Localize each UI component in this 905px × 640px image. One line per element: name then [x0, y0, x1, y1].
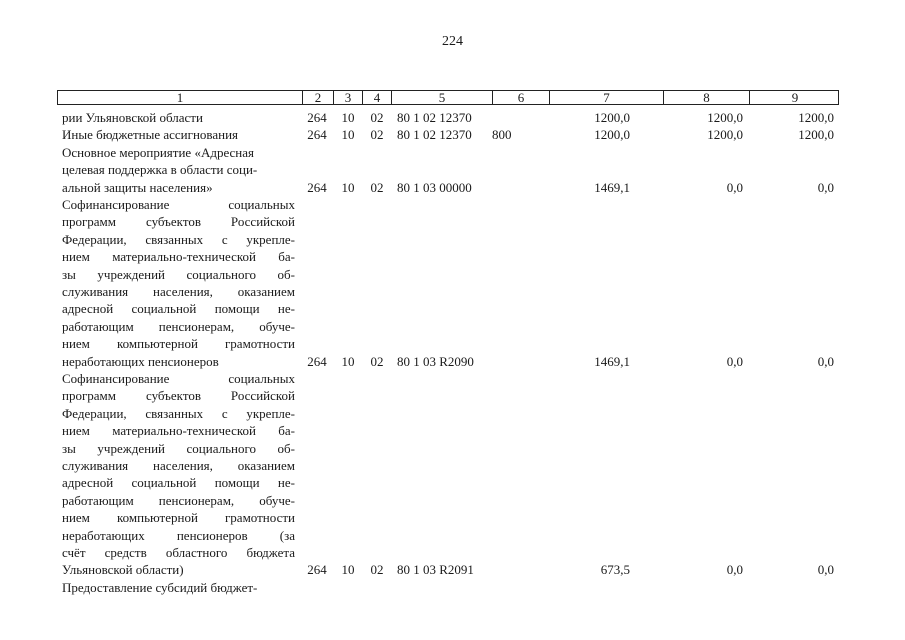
row-4-s3: 0,0 [817, 562, 834, 578]
row-3-desc-line: Софинансирование социальных [62, 197, 295, 212]
row-2-ved: 264 [307, 179, 327, 195]
row-1-s2: 1200,0 [707, 127, 743, 143]
row-1-vr: 800 [492, 127, 512, 143]
row-2-desc-line: целевая поддержка в области соци- [62, 162, 258, 178]
row-4-desc-line: работающим пенсионерам, обуче- [62, 492, 295, 508]
row-2-s3: 0,0 [817, 179, 834, 195]
row-4-desc-line: служивания населения, оказанием [62, 458, 295, 473]
row-4-desc-line: программ субъектов Российской [62, 388, 295, 404]
row-3-desc-line: нием материально-технической ба- [62, 249, 295, 265]
row-1-rz: 10 [341, 127, 355, 143]
row-4-desc-line: нием компьютерной грамотности [62, 510, 295, 526]
row-3-desc-line: работающим пенсионерам, обуче- [62, 318, 295, 334]
row-4-desc-line: Федерации, связанных с укрепле- [62, 405, 295, 421]
row-4-s1: 673,5 [600, 562, 630, 578]
row-3-rz: 10 [341, 353, 355, 369]
row-4-desc-line: Софинансирование социальных [62, 371, 295, 386]
row-1-s3: 1200,0 [798, 127, 834, 143]
row-4-ved: 264 [307, 562, 327, 578]
row-4-desc-line: нием материально-технической ба- [62, 423, 295, 439]
row-4-desc-line: неработающих пенсионеров (за [62, 527, 295, 543]
row-2-desc-line: альной защиты населения» [62, 179, 213, 195]
row-4-desc-line: Ульяновской области) [62, 562, 184, 578]
page-number: 224 [442, 34, 463, 49]
header-col-4: 4 [363, 91, 392, 104]
row-4-desc-line: счёт средств областного бюджета [62, 545, 295, 560]
header-col-5: 5 [392, 91, 493, 104]
header-col-1: 1 [58, 91, 303, 104]
row-1-s1: 1200,0 [594, 127, 630, 143]
row-0-ved: 264 [307, 110, 327, 125]
row-0-pr: 02 [370, 110, 384, 125]
row-0-s2: 1200,0 [707, 110, 743, 125]
row-2-s1: 1469,1 [594, 179, 630, 195]
row-3-csr: 80 1 03 R2090 [397, 353, 474, 369]
row-4-desc-line: адресной социальной помощи не- [62, 475, 295, 491]
row-0-rz: 10 [341, 110, 355, 125]
row-2-rz: 10 [341, 179, 355, 195]
row-1-pr: 02 [370, 127, 384, 143]
row-3-s1: 1469,1 [594, 353, 630, 369]
row-2-desc-line: Основное мероприятие «Адресная [62, 144, 255, 160]
header-col-9: 9 [791, 90, 799, 105]
row-4-csr: 80 1 03 R2091 [397, 562, 474, 578]
row-2-csr: 80 1 03 00000 [397, 179, 472, 195]
row-1-desc-line: Иные бюджетные ассигнования [62, 127, 239, 143]
row-3-s3: 0,0 [817, 353, 834, 369]
row-4-pr: 02 [370, 562, 384, 578]
row-0-csr: 80 1 02 12370 [397, 110, 472, 125]
row-2-s2: 0,0 [726, 179, 743, 195]
row-3-ved: 264 [307, 353, 327, 369]
row-0-s1: 1200,0 [594, 110, 630, 125]
row-3-pr: 02 [370, 353, 384, 369]
row-3-desc-line: программ субъектов Российской [62, 214, 295, 230]
row-1-ved: 264 [307, 127, 327, 143]
row-2-pr: 02 [370, 179, 384, 195]
row-0-desc-line: рии Ульяновской области [62, 110, 203, 125]
row-5-desc-line: Предоставление субсидий бюджет- [62, 579, 258, 595]
row-0-s3: 1200,0 [798, 110, 834, 125]
row-3-desc-line: адресной социальной помощи не- [62, 301, 295, 317]
row-1-csr: 80 1 02 12370 [397, 127, 472, 143]
row-4-s2: 0,0 [726, 562, 743, 578]
row-3-desc-line: нием компьютерной грамотности [62, 336, 295, 352]
row-3-desc-line: неработающих пенсионеров [62, 353, 219, 369]
row-3-desc-line: зы учреждений социального об- [62, 266, 295, 282]
row-3-desc-line: Федерации, связанных с укрепле- [62, 231, 295, 247]
row-4-rz: 10 [341, 562, 355, 578]
row-3-s2: 0,0 [726, 353, 743, 369]
header-col-7: 7 [550, 91, 664, 104]
header-col-2: 2 [303, 91, 334, 104]
row-4-desc-line: зы учреждений социального об- [62, 440, 295, 456]
row-3-desc-line: служивания населения, оказанием [62, 284, 295, 299]
header-col-8: 8 [664, 91, 750, 104]
header-col-6: 6 [493, 91, 550, 104]
header-col-3: 3 [334, 91, 363, 104]
